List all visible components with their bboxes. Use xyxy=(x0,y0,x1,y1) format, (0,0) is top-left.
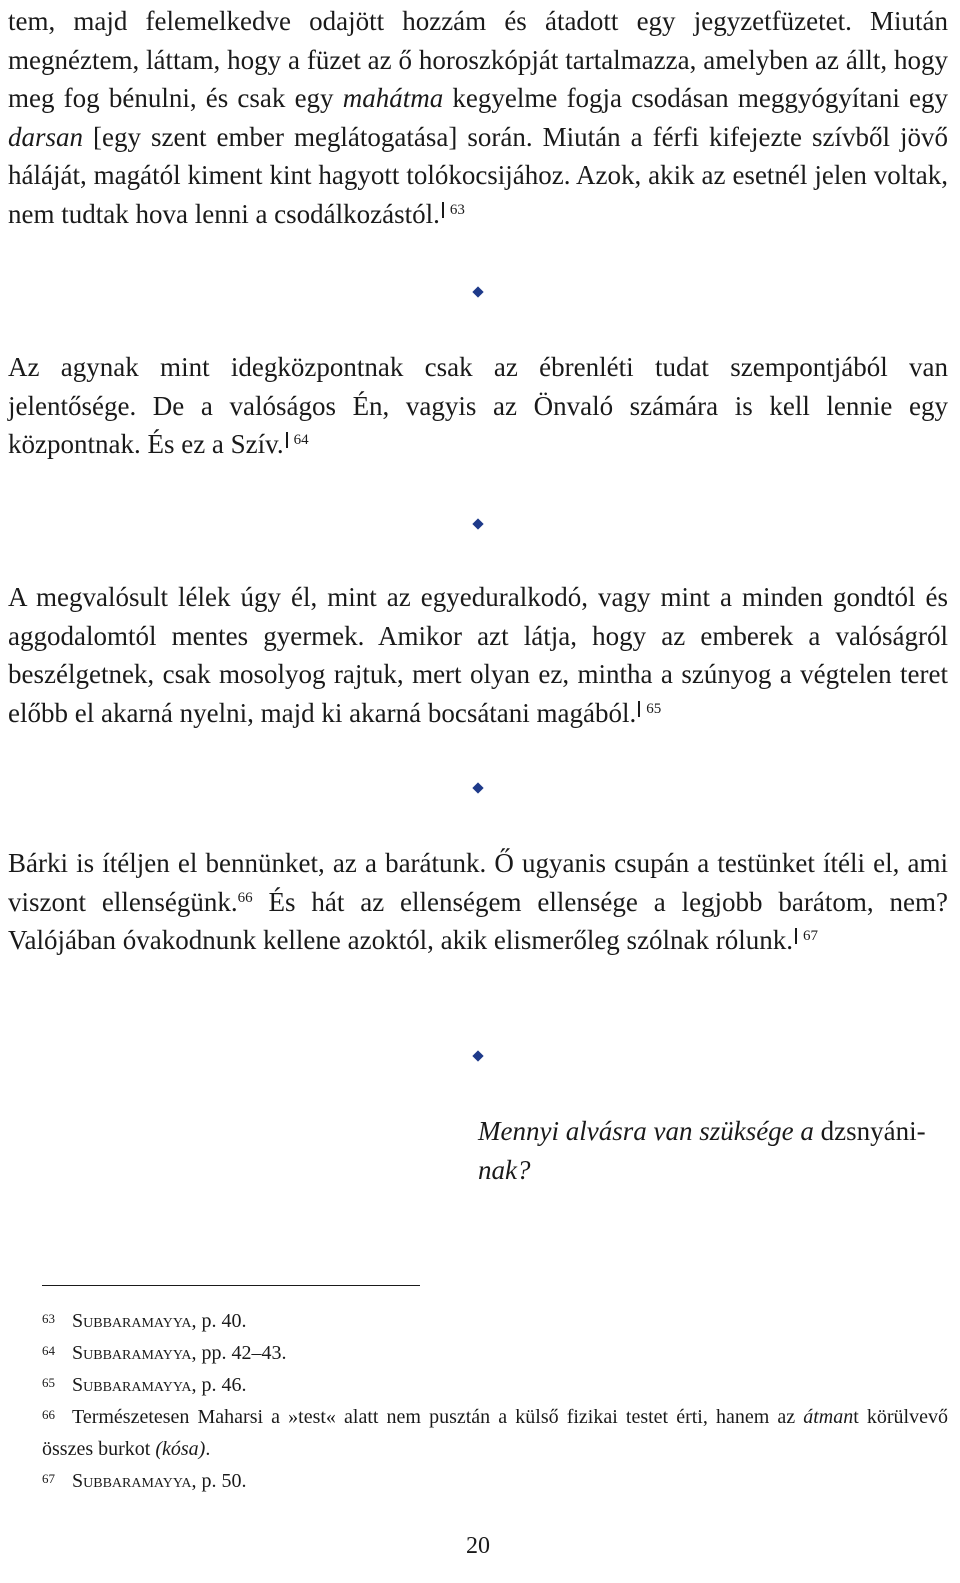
footnote-ref-65[interactable]: 65 xyxy=(638,701,661,717)
diamond-icon xyxy=(472,286,483,297)
footnote-66: 66 Természetesen Maharsi a »test« alatt nem pusztán a külső fizikai testet érti, hanem az átmant körülvevő összes burkot (kósa). xyxy=(42,1406,948,1460)
section-separator xyxy=(8,1047,948,1065)
footnote-ref-64[interactable]: 64 xyxy=(286,432,309,448)
diamond-icon xyxy=(472,518,483,529)
footnotes xyxy=(8,1305,948,1497)
paragraph-2: Az agynak mint idegközpontnak csak az ébrenléti tudat szempontjából van jelentősége. De a valóságos Én, vagyis az Önvaló számára is kell lennie egy központnak. És ez a Szív. $^{64}$ xyxy=(8,352,948,459)
section-separator xyxy=(8,779,948,797)
footnote-ref-67[interactable]: 67 xyxy=(795,928,818,944)
footnote-64: 64 Subbaramayya, pp. 42–43. xyxy=(42,1342,287,1364)
footnote-ref-66[interactable]: 66 xyxy=(237,889,253,906)
footnote-rule xyxy=(42,1285,420,1286)
paragraph-1: tem, majd felemelkedve odajött hozzám és átadott egy jegyzetfüzetet. Miután megnéztem, láttam, hogy a füzet az ő horoszkópját tartalmazza, amelyben az állt, hogy meg fog bénulni, és csak egy mahátma kegyelme fogja csodásan meggyógyítani egy darsan [egy szent ember meglátogatása] során. Miután a férfi kifejezte szívből jövő háláját, magától kiment kint hagyott tolókocsijához. Azok, akik az esetnél jelen voltak, nem tudtak hova lenni a csodálkozástól. $^{63}$ xyxy=(8,6,948,229)
section-separator xyxy=(8,515,948,533)
footnote-67: 67 Subbaramayya, p. 50. xyxy=(42,1470,247,1492)
diamond-icon xyxy=(472,1050,483,1061)
footnote-ref-63[interactable]: 63 xyxy=(442,202,465,218)
epigraph-question: Mennyi alvásra van szüksége a dzsnyáni- nak? xyxy=(478,1116,926,1185)
diamond-icon xyxy=(472,782,483,793)
footnote-63: 63 Subbaramayya, p. 40. xyxy=(42,1310,247,1332)
paragraph-4: Bárki is ítéljen el bennünket, az a barátunk. Ő ugyanis csupán a testünket ítéli el, ami viszont ellenségünk.$^{66}$ És hát az ellenségem ellensége a legjobb barátom, nem? Valójában óvakodnunk kellene azoktól, akik elismerőleg szólnak rólunk. $^{67}$ xyxy=(8,848,948,955)
paragraph-3: A megvalósult lélek úgy él, mint az egyeduralkodó, vagy mint a minden gondtól és aggodalomtól mentes gyermek. Amikor azt látja, hogy az emberek a valóságról beszélgetnek, csak mosolyog rajtuk, mert olyan ez, mintha a szúnyog a végtelen teret előbb el akarná nyelni, majd ki akarná bocsátani magából. $^{65}$ xyxy=(8,582,948,728)
section-separator xyxy=(8,283,948,301)
page-number: 20 xyxy=(466,1533,490,1559)
footnote-65: 65 Subbaramayya, p. 46. xyxy=(42,1374,247,1396)
